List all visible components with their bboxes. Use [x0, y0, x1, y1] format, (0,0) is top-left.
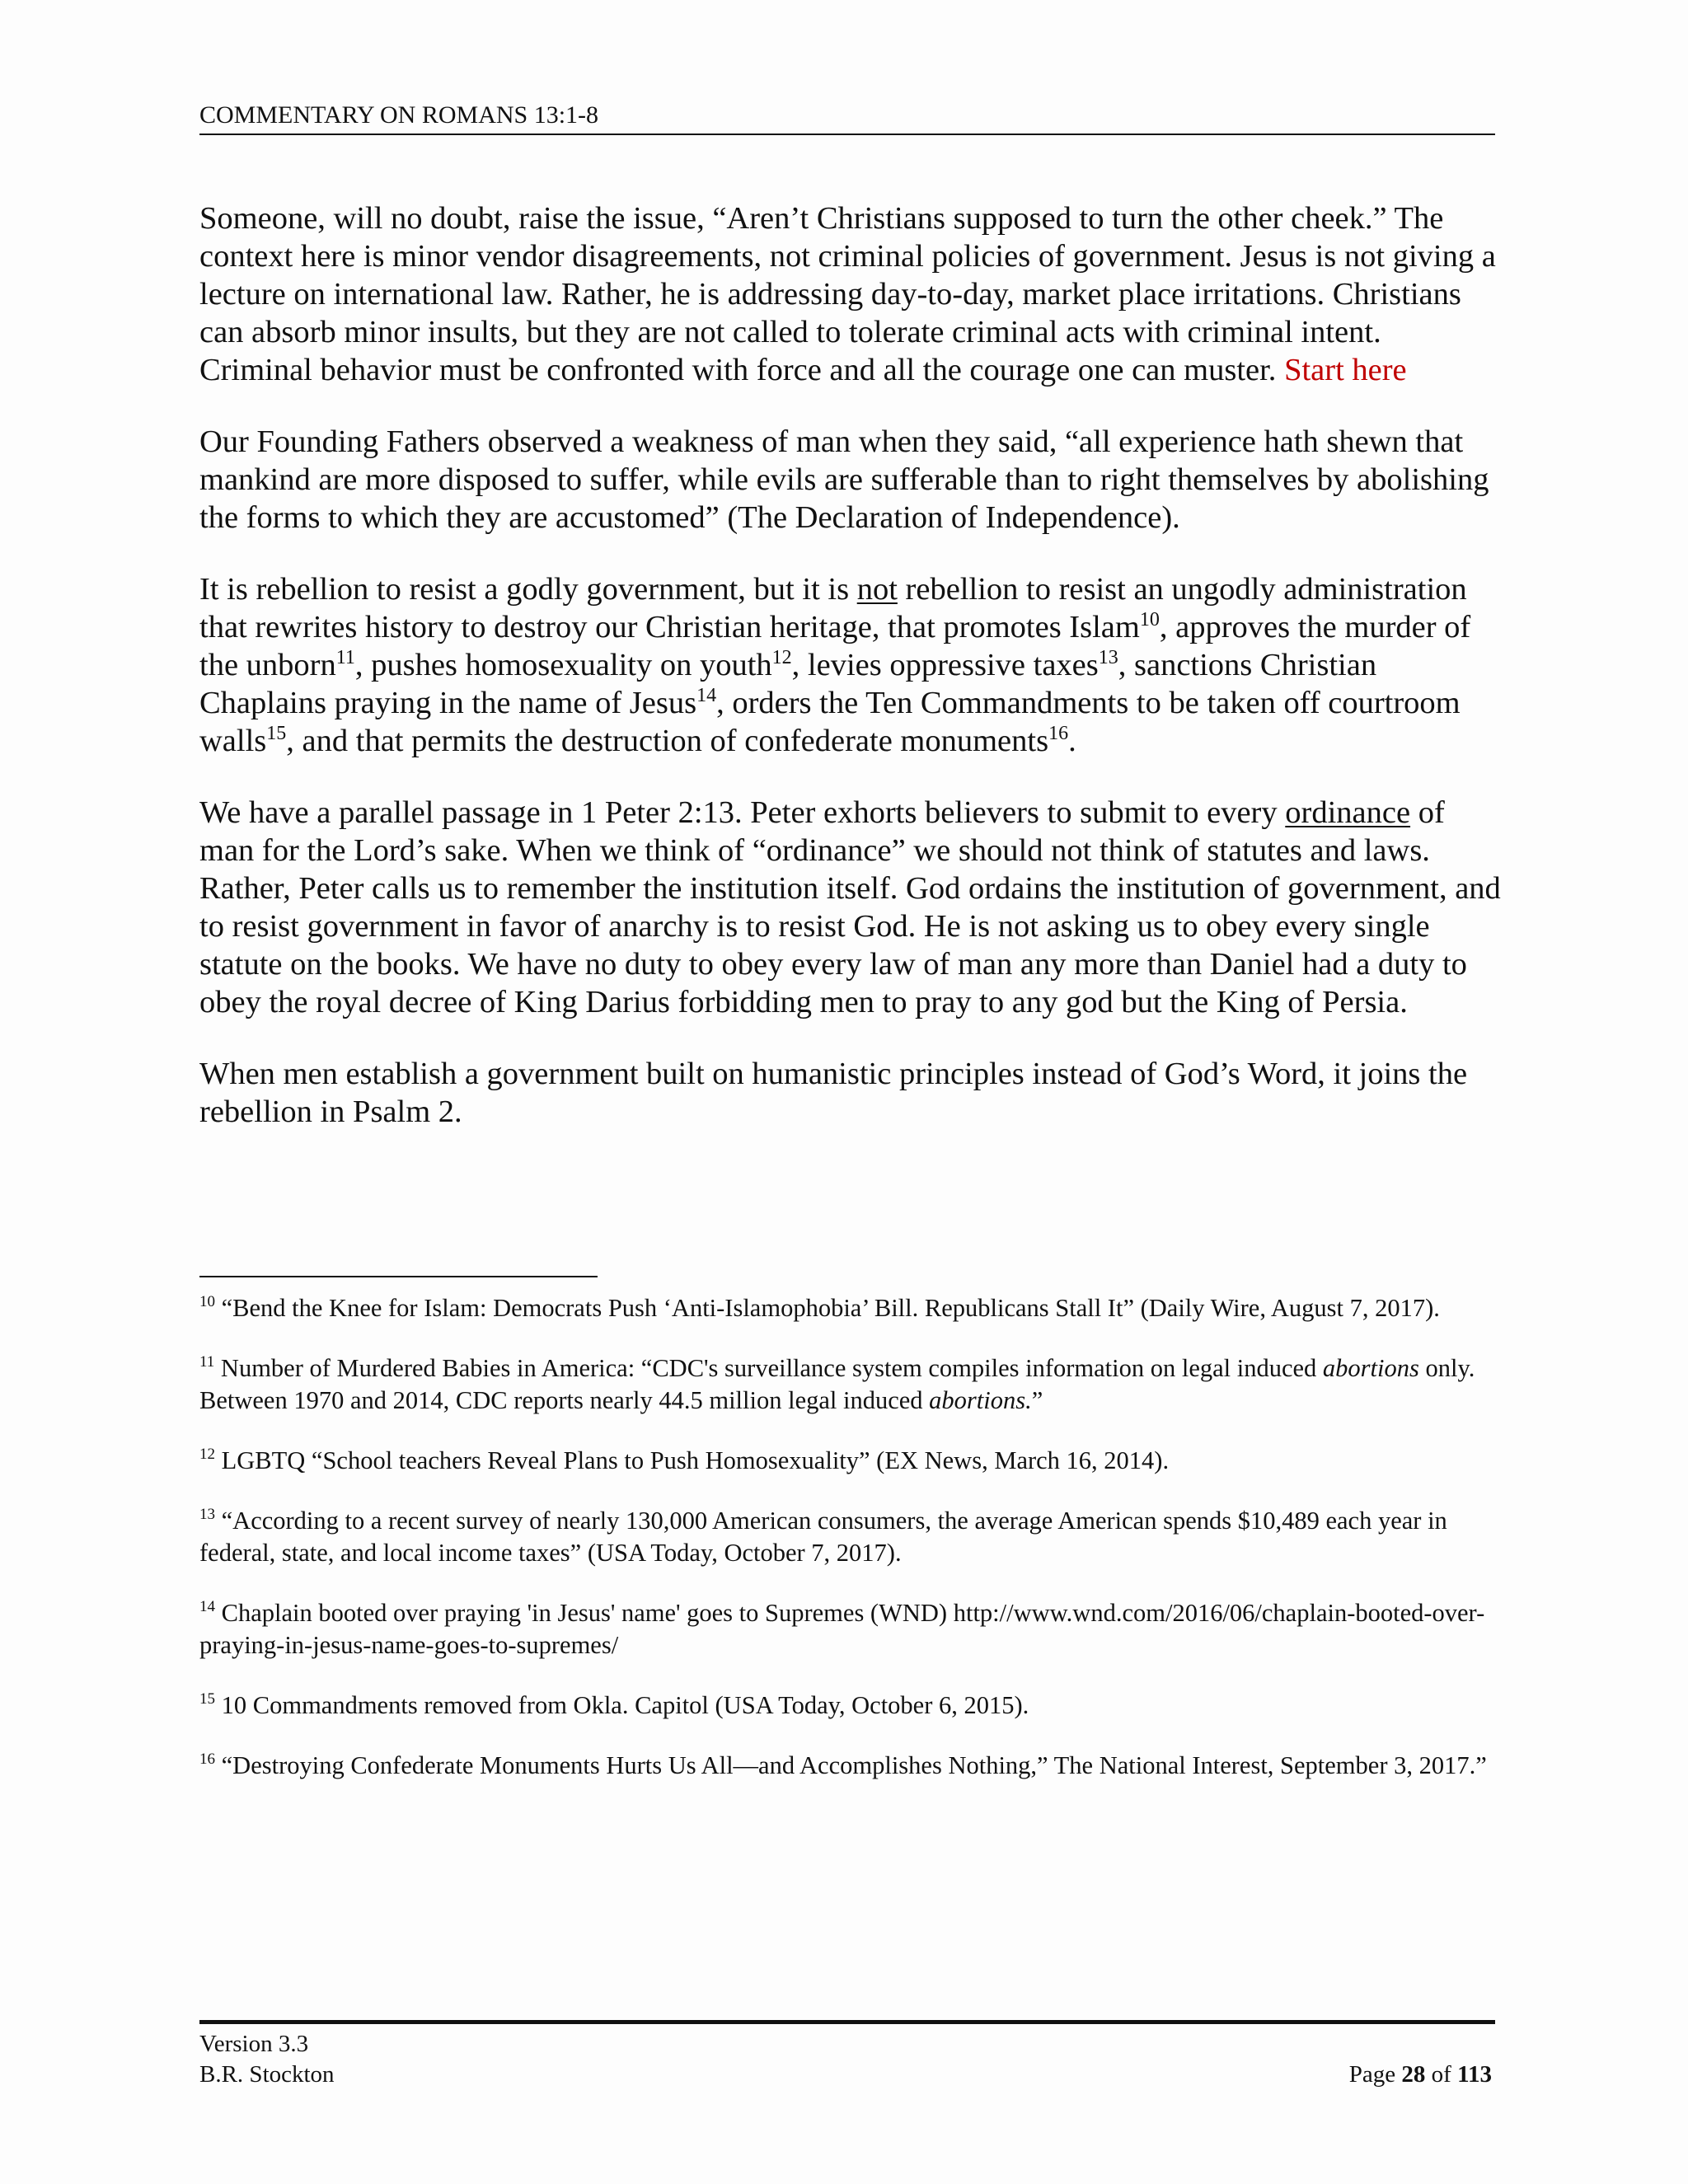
- paragraph-turn-other-cheek: Someone, will no doubt, raise the issue, “Aren’t Christians supposed to turn the other cheek.” The context here is minor vendor disagreements, not criminal policies of government. Jesus is not giving a lecture on international law. Rather, he is addressing day-to-day, market place irritations. Christians can absorb minor insults, but they are not called to tolerate criminal acts with criminal intent. Criminal behavior must be confronted with force and all the courage one can muster. Start here: [199, 201, 1496, 387]
- total-pages: 113: [1457, 2061, 1492, 2088]
- footnote-ref-11[interactable]: 11: [335, 647, 355, 668]
- running-header: [199, 99, 1495, 135]
- footnote-ref-14[interactable]: 14: [696, 685, 717, 706]
- footnote-12: $^{12}$ LGBTQ “School teachers Reveal Plans to Push Homosexuality” (EX News, March 16, 2014).: [199, 1446, 1170, 1474]
- page-number: Page 28 of 113: [1348, 2061, 1492, 2088]
- footnote-ref-16[interactable]: 16: [1048, 723, 1069, 744]
- page-footer: [199, 2029, 1495, 2090]
- paragraph-founding-fathers: Our Founding Fathers observed a weakness of man when they said, “all experience hath shewn that mankind are more disposed to suffer, while evils are sufferable than to right themselves by abolishing the forms to which they are accustomed” (The Declaration of Independence).: [199, 424, 1489, 535]
- main-text: [199, 199, 1502, 1165]
- underlined-not: not: [856, 572, 898, 607]
- footer-separator: [199, 2020, 1495, 2024]
- author-name: B.R. Stockton: [199, 2061, 335, 2088]
- current-page: 28: [1401, 2061, 1426, 2088]
- footnote-14: $^{14}$ Chaplain booted over praying 'in Jesus' name' goes to Supremes (WND) http://www.wnd.com/2016/06/chaplain-booted-over-praying-in-jesus-name-goes-to-supremes/: [199, 1598, 1485, 1659]
- footnote-13: $^{13}$ “According to a recent survey of nearly 130,000 American consumers, the average American spends $10,489 each year in federal, state, and local income taxes” (USA Today, October 7, 2017).: [199, 1506, 1447, 1567]
- footnote-16: $^{16}$ “Destroying Confederate Monuments Hurts Us All—and Accomplishes Nothing,” The National Interest, September 3, 2017.”: [199, 1750, 1487, 1779]
- footnote-11: $^{11}$ Number of Murdered Babies in America: “CDC's surveillance system compiles information on legal induced abortions only. Between 1970 and 2014, CDC reports nearly 44.5 million legal induced abortions.”: [199, 1353, 1475, 1414]
- paragraph-1-peter: We have a parallel passage in 1 Peter 2:13. Peter exhorts believers to submit to every ordinance of man for the Lord’s sake. When we think of “ordinance” we should not think of statutes and laws. Rather, Peter calls us to remember the institution itself. God ordains the institution of government, and to resist government in favor of anarchy is to resist God. He is not asking us to obey every single statute on the books. We have no duty to obey every law of man any more than Daniel had a duty to obey the royal decree of King Darius forbidding men to pray to any god but the King of Persia.: [199, 795, 1501, 1019]
- footnote-separator: [199, 1276, 598, 1277]
- underlined-ordinance: ordinance: [1285, 795, 1411, 830]
- footnotes: [199, 1292, 1502, 1810]
- version-label: Version 3.3: [199, 2031, 309, 2057]
- header-title: COMMENTARY ON ROMANS 13:1-8: [199, 101, 599, 129]
- start-here-marker: Start here: [1284, 353, 1407, 387]
- paragraph-rebellion: It is rebellion to resist a godly government, but it is not rebellion to resist an ungodly administration that rewrites history to destroy our Christian heritage, that promotes Islam$^{10}$, approves the murder of the unborn$^{11}$, pushes homosexuality on youth$^{12}$, levies oppressive taxes$^{13}$, sanctions Christian Chaplains praying in the name of Jesus$^{14}$, orders the Ten Commandments to be taken off courtroom walls$^{15}$, and that permits the destruction of confederate monuments$^{16}$.: [199, 572, 1471, 758]
- footnote-ref-10[interactable]: 10: [1139, 609, 1160, 630]
- paragraph-psalm-2: When men establish a government built on humanistic principles instead of God’s Word, it joins the rebellion in Psalm 2.: [199, 1057, 1468, 1129]
- footnote-ref-15[interactable]: 15: [266, 723, 287, 744]
- footnote-15: $^{15}$ 10 Commandments removed from Okla. Capitol (USA Today, October 6, 2015).: [199, 1690, 1029, 1719]
- footnote-ref-13[interactable]: 13: [1098, 647, 1118, 668]
- footnote-ref-12[interactable]: 12: [771, 647, 792, 668]
- footnote-10: $^{10}$ “Bend the Knee for Islam: Democrats Push ‘Anti-Islamophobia’ Bill. Republicans Stall It” (Daily Wire, August 7, 2017).: [199, 1293, 1440, 1322]
